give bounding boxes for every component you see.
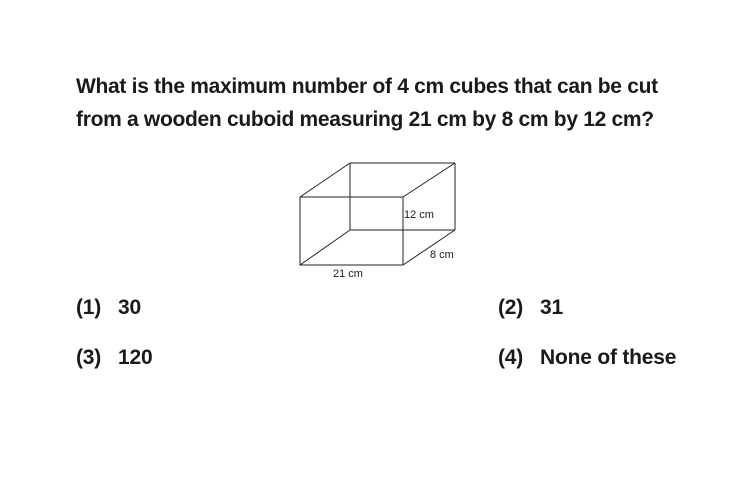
question-line-2: from a wooden cuboid measuring 21 cm by 8 cm by 12 cm? [76, 108, 654, 131]
option-3[interactable] [76, 346, 152, 370]
option-2-number: (2) [498, 296, 524, 319]
cuboid-diagram [290, 155, 470, 285]
option-3-number: (3) [76, 346, 102, 369]
length-label: 21 cm [333, 268, 363, 280]
cuboid-figure [290, 155, 470, 285]
option-3-text: 120 [118, 346, 153, 369]
top-left-connector [300, 163, 350, 197]
height-label: 12 cm [404, 209, 434, 221]
depth-label: 8 cm [430, 249, 454, 261]
question-text [76, 70, 716, 136]
option-2-text: 31 [540, 296, 563, 319]
option-4-number: (4) [498, 346, 524, 369]
front-face [300, 197, 403, 265]
option-1[interactable] [76, 296, 141, 320]
option-1-text: 30 [118, 296, 141, 319]
question-line-1: What is the maximum number of 4 cm cubes that can be cut [76, 75, 658, 98]
top-right-connector [403, 163, 455, 197]
option-4-text: None of these [540, 346, 677, 369]
option-4[interactable] [498, 346, 676, 370]
option-2[interactable] [498, 296, 563, 320]
bottom-left-connector [300, 230, 350, 265]
option-1-number: (1) [76, 296, 102, 319]
